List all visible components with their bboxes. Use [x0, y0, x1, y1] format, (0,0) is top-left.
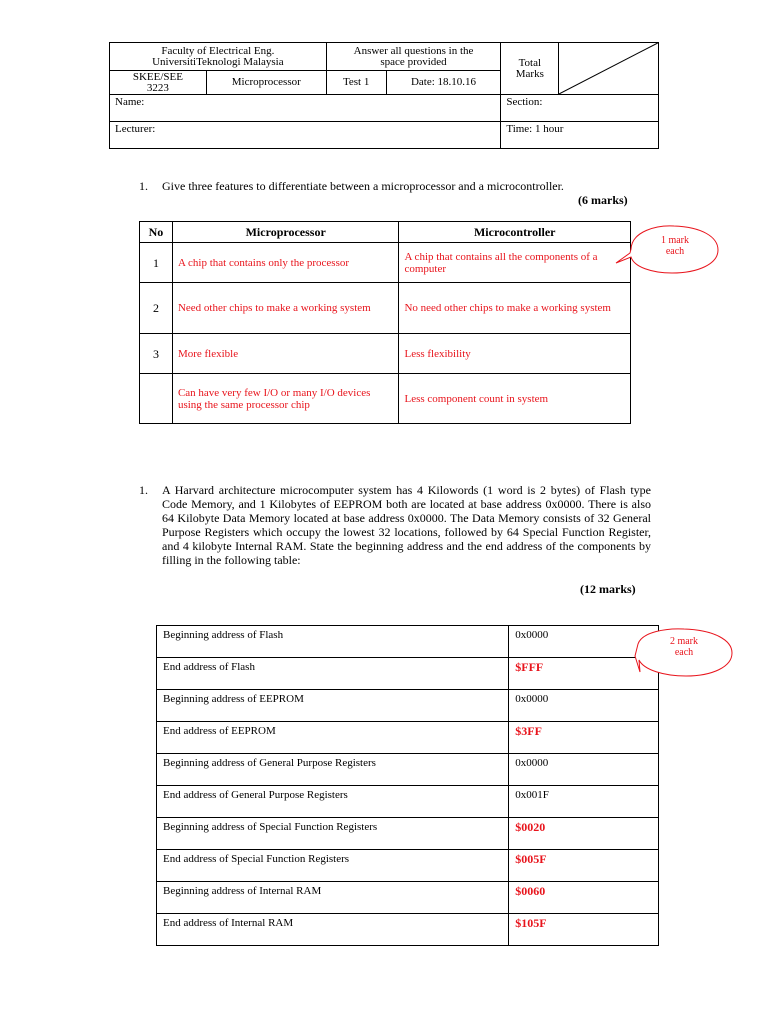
- address-label: Beginning address of Internal RAM: [157, 882, 509, 914]
- address-value[interactable]: $105F: [509, 914, 659, 946]
- table-row: [157, 690, 659, 722]
- name-label: Name:: [115, 96, 145, 108]
- university-name: UniversitiTeknologi Malaysia: [152, 55, 284, 68]
- table-row: [157, 914, 659, 946]
- subject-cell: Microprocessor: [206, 71, 326, 95]
- address-value[interactable]: $FFF: [509, 658, 659, 690]
- col-header-no: No: [140, 222, 173, 243]
- address-value[interactable]: 0x0000: [509, 754, 659, 786]
- callout-2-line2: each: [674, 647, 694, 658]
- total-marks-line1: Total: [518, 56, 542, 69]
- instruction-cell: [326, 43, 501, 71]
- address-value[interactable]: $005F: [509, 850, 659, 882]
- table-row: [157, 882, 659, 914]
- microprocessor-feature: Need other chips to make a working system: [172, 283, 399, 334]
- address-label: End address of Flash: [157, 658, 509, 690]
- diagonal-line: [559, 43, 658, 94]
- microprocessor-feature: A chip that contains only the processor: [172, 243, 399, 283]
- microcontroller-feature: Less component count in system: [399, 374, 631, 424]
- faculty-name: Faculty of Electrical Eng.: [161, 44, 275, 57]
- course-code-cell: [110, 71, 207, 95]
- address-value[interactable]: 0x0000: [509, 690, 659, 722]
- col-header-microprocessor: Microprocessor: [172, 222, 399, 243]
- microprocessor-feature: More flexible: [172, 334, 399, 374]
- table-row: [140, 283, 631, 334]
- address-value[interactable]: 0x0000: [509, 626, 659, 658]
- table-row: [157, 626, 659, 658]
- instruction-line1: Answer all questions in the: [353, 44, 474, 57]
- address-value[interactable]: $0020: [509, 818, 659, 850]
- lecturer-field[interactable]: [110, 122, 501, 149]
- time-cell: [501, 122, 659, 149]
- address-value[interactable]: 0x001F: [509, 786, 659, 818]
- address-value[interactable]: $3FF: [509, 722, 659, 754]
- table-row: [140, 374, 631, 424]
- question1-text: Give three features to differentiate between a microprocessor and a microcontroller.: [162, 179, 564, 193]
- exam-header-table: [109, 42, 659, 149]
- course-code-line2: 3223: [146, 81, 169, 94]
- address-table: [156, 625, 659, 946]
- row-number: 2: [140, 283, 173, 334]
- lecturer-label: Lecturer:: [115, 123, 156, 135]
- table-row: [157, 850, 659, 882]
- address-label: Beginning address of Special Function Registers: [157, 818, 509, 850]
- marks-callout-2: [630, 626, 736, 678]
- row-number: [140, 374, 173, 424]
- section-label: Section:: [506, 96, 543, 108]
- time-label: Time: 1 hour: [506, 123, 564, 135]
- question1-number: 1.: [139, 179, 148, 193]
- table-row: [157, 658, 659, 690]
- total-marks-label: [501, 43, 559, 95]
- instruction-line2: space provided: [380, 55, 447, 68]
- marks-callout-1: [612, 223, 722, 275]
- total-marks-line2: Marks: [515, 67, 544, 80]
- address-label: Beginning address of EEPROM: [157, 690, 509, 722]
- microcontroller-feature: No need other chips to make a working system: [399, 283, 631, 334]
- address-value[interactable]: $0060: [509, 882, 659, 914]
- question1-marks: (6 marks): [578, 193, 628, 207]
- table-row: [140, 243, 631, 283]
- table-row: [157, 818, 659, 850]
- name-field[interactable]: [110, 95, 501, 122]
- row-number: 1: [140, 243, 173, 283]
- comparison-table: [139, 221, 631, 424]
- microprocessor-feature: Can have very few I/O or many I/O devices using the same processor chip: [172, 374, 399, 424]
- question2-marks: (12 marks): [580, 582, 636, 596]
- question2-number: 1.: [139, 483, 148, 497]
- address-label: Beginning address of General Purpose Registers: [157, 754, 509, 786]
- faculty-cell: [110, 43, 327, 71]
- callout-1-line2: each: [665, 246, 685, 257]
- row-number: 3: [140, 334, 173, 374]
- address-label: End address of Internal RAM: [157, 914, 509, 946]
- address-label: End address of Special Function Registers: [157, 850, 509, 882]
- section-field[interactable]: [501, 95, 659, 122]
- question2-text: A Harvard architecture microcomputer system has 4 Kilowords (1 word is 2 bytes) of Flash type Code Memory, and 1 Kilobytes of EEPROM both are located at base address 0x0000. There is also 64 Kilobyte Data Memory located at base address 0x0000. The Data Memory consists of 32 General Purpose Registers which occupy the lowest 32 locations, followed by 64 Special Function Register, and 4 kilobyte Internal RAM. State the beginning address and the end address of the components by filling in the following table:: [162, 483, 651, 567]
- address-label: End address of General Purpose Registers: [157, 786, 509, 818]
- test-cell: Test 1: [326, 71, 386, 95]
- table-row: [140, 334, 631, 374]
- microcontroller-feature: A chip that contains all the components of a computer: [399, 243, 631, 283]
- callout-1-line1: 1 mark: [660, 235, 690, 246]
- microcontroller-feature: Less flexibility: [399, 334, 631, 374]
- date-cell: Date: 18.10.16: [386, 71, 501, 95]
- address-label: End address of EEPROM: [157, 722, 509, 754]
- course-code-line1: SKEE/SEE: [132, 70, 183, 83]
- table-row: [157, 786, 659, 818]
- callout-2-line1: 2 mark: [669, 636, 699, 647]
- col-header-microcontroller: Microcontroller: [399, 222, 631, 243]
- table-row: [157, 754, 659, 786]
- table-row: [157, 722, 659, 754]
- address-label: Beginning address of Flash: [157, 626, 509, 658]
- total-marks-box[interactable]: [559, 43, 659, 95]
